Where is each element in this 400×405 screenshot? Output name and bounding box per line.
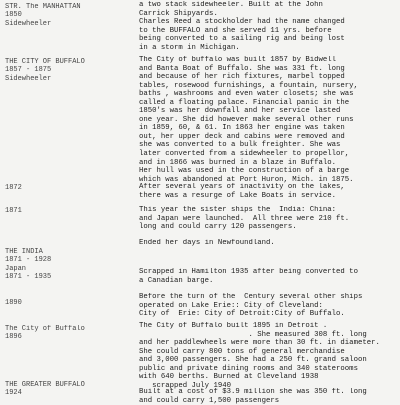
paragraph-newfoundland: Ended her days in Newfoundland. (139, 239, 275, 247)
year-label-1871: 1871 (5, 207, 22, 215)
ship-label-india-japan: THE INDIA 1871 - 1928 Japan 1871 - 1935 (5, 248, 52, 282)
paragraph-scrapped-hamilton: Scrapped in Hamilton 1935 after being converted to a Canadian barge. (139, 268, 358, 285)
ship-label-city-of-buffalo-1857: THE CITY OF BUFFALO 1857 - 1875 Sidewheeler (5, 58, 85, 83)
ship-label-manhattan: STR. The MANHATTAN 1850 Sidewheeler (5, 3, 81, 28)
paragraph-resurge: After several years of inactivity on the lakes, there was a resurge of Lake Boats in service. (139, 183, 345, 200)
paragraph-manhattan: a two stack sidewheeler. Built at the John Carrick Shipyards. Charles Reed a stockholder had the name changed to the BUFFALO and she served 11 yrs. before being converted to a sailing rig and being lost in a storm in Michigan. (139, 1, 345, 52)
paragraph-city-of-buffalo-1895: The City of Buffalo built 1895 in Detroit . . She measured 308 ft. long and her paddlewheels were more than 30 ft. in diameter. She could carry 800 tons of general merchandise and 3,000 passengers. She had a 250 ft. grand saloon public and private dining rooms and 340 staterooms with 640 berths. Burned at Cleveland 1938 scrapped July 1940 (139, 322, 380, 390)
left-margin-column (0, 0, 118, 400)
year-label-1890: 1890 (5, 299, 22, 307)
ship-label-city-of-buffalo-1896: The City of Buffalo 1896 (5, 325, 85, 342)
paragraph-greater-buffalo: Built at a cost of $3.9 million she was 350 ft. long and could carry 1,500 passengers (139, 388, 367, 405)
year-label-1872: 1872 (5, 184, 22, 192)
paragraph-sister-ships: This year the sister ships the India: China: and Japan were launched. All three were 210 ft. long and could carry 120 passengers. (139, 206, 350, 232)
paragraph-city-of-buffalo: The City of buffalo was built 1857 by Bidwell and Banta Boat of Buffalo. She was 331 ft. long and because of her rich fixtures, marbel topped tables, rosewood furnishings, a fountain, nursery, baths , washrooms and even water closets; she was called a floating palace. Financial panic in the 1850's was her downfall and her service lasted one year. She did however make several other runs in 1859, 60, & 61. In 1863 her engine was taken out, her upper deck and cabins were removed and she was converted to a bulk freighter. She was later converted from a sidewheeler to propellor, and in 1866 was burned in a blaze in Buffalo. Her hull was used in the construction of a barge which was abandoned at Port Huron, Mich. in 1875. (139, 56, 358, 184)
paragraph-lake-erie-ships: Before the turn of the Century several other ships operated on Lake Erie:: City of Cleveland: City of Erie: City of Detroit:City of Buffalo. (139, 293, 363, 319)
ship-label-greater-buffalo: THE GREATER BUFFALO 1924 (5, 381, 85, 398)
main-text-column (139, 0, 397, 405)
